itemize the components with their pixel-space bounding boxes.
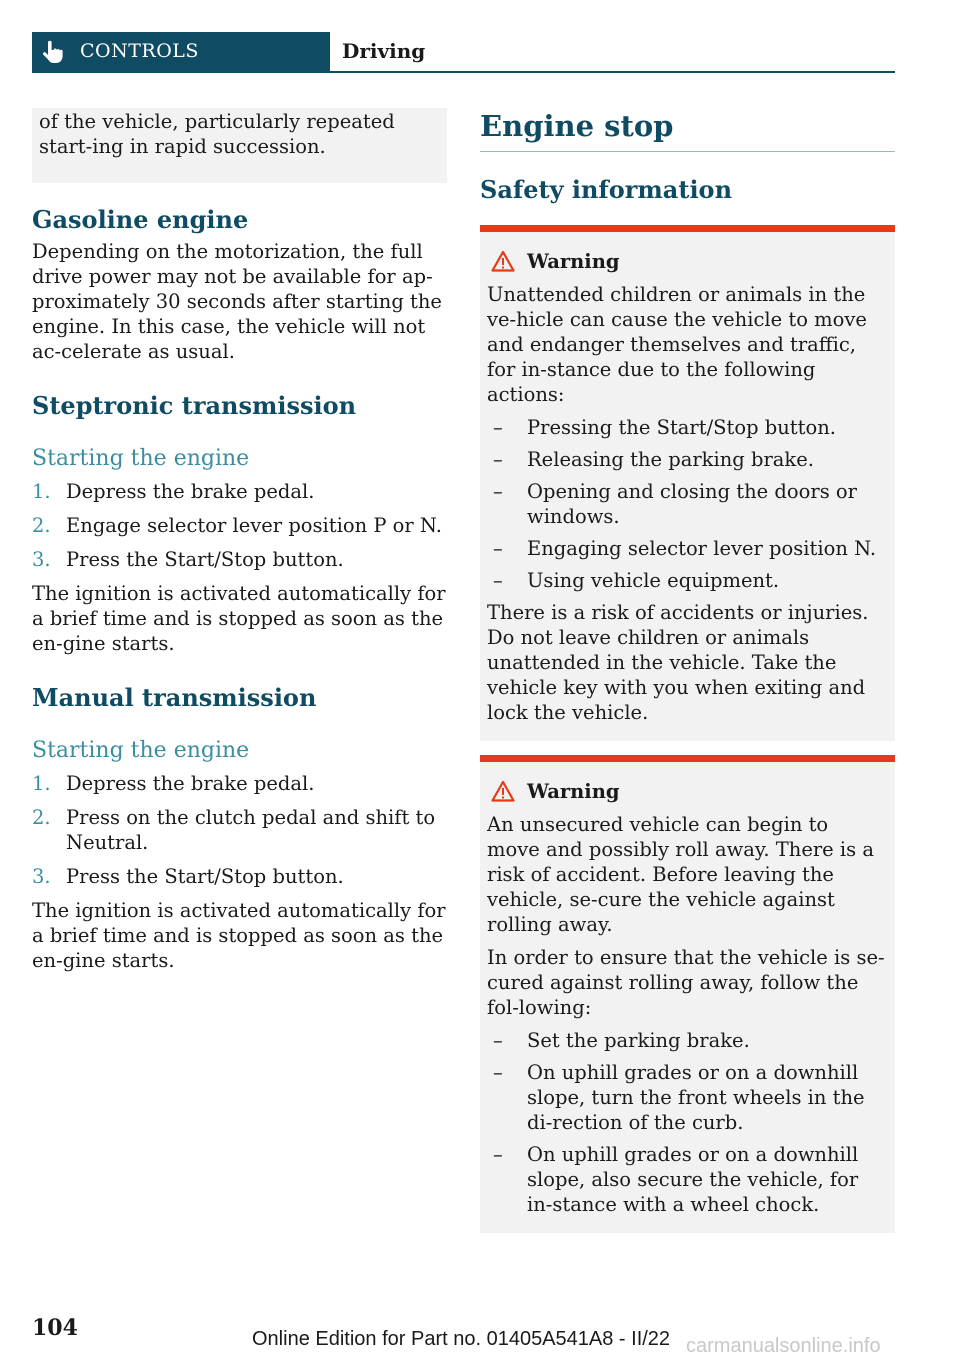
dash-bullet: –	[493, 1029, 503, 1052]
warning-intro-text: An unsecured vehicle can begin to move and possibly roll away. There is a risk of accident. Before leaving the vehicle, se-cure the vehicle against rolling away.	[487, 813, 874, 936]
step-number: 1.	[32, 480, 51, 503]
list-item-text: On uphill grades or on a downhill slope, turn the front wheels in the di-rection of the curb.	[527, 1061, 865, 1134]
list-item-text: Set the parking brake.	[527, 1029, 750, 1052]
dash-bullet: –	[493, 569, 503, 592]
list-item	[32, 479, 447, 504]
step-text: Press the Start/Stop button.	[66, 548, 344, 571]
warning-triangle-icon	[491, 250, 515, 272]
warning-box-unsecured	[480, 755, 895, 1233]
warning-risk-text: There is a risk of accidents or injuries. Do not leave children or animals unattended in the vehicle. Take the vehicle key with you when exiting and lock the vehicle.	[487, 601, 869, 724]
list-item-text: Releasing the parking brake.	[527, 448, 814, 471]
continued-note-box	[32, 108, 447, 183]
left-column	[32, 108, 447, 973]
page-header	[32, 32, 895, 73]
warning-actions-list	[487, 415, 887, 593]
warning-instructions-text: In order to ensure that the vehicle is se-cured against rolling away, follow the fol-lowing:	[487, 946, 885, 1019]
steptronic-heading: Steptronic transmission	[32, 391, 357, 420]
list-item-text: Pressing the Start/Stop button.	[527, 416, 836, 439]
step-number: 3.	[32, 865, 51, 888]
manual-starting-subheading: Starting the engine	[32, 738, 250, 763]
pointing-hand-icon	[42, 40, 64, 64]
list-item	[487, 1028, 887, 1053]
list-item	[487, 447, 887, 472]
manual-ignition-text: The ignition is activated automatically for a brief time and is stopped as soon as the en-gine starts.	[32, 899, 446, 972]
list-item	[32, 513, 447, 538]
list-item-text: Opening and closing the doors or windows.	[527, 480, 857, 528]
safety-information-heading: Safety information	[480, 175, 733, 204]
step-number: 2.	[32, 806, 51, 829]
warning-triangle-icon	[491, 780, 515, 802]
continued-note-text: of the vehicle, particularly repeated start-ing in rapid succession.	[39, 110, 395, 158]
list-item	[487, 479, 887, 529]
dash-bullet: –	[493, 416, 503, 439]
gasoline-engine-heading: Gasoline engine	[32, 205, 249, 234]
dash-bullet: –	[493, 480, 503, 503]
list-item	[487, 1060, 887, 1135]
dash-bullet: –	[493, 448, 503, 471]
step-number: 2.	[32, 514, 51, 537]
gasoline-engine-text: Depending on the motorization, the full drive power may not be available for ap-proximately 30 seconds after starting the engine. In this case, the vehicle will not ac-celerate as usual.	[32, 240, 442, 363]
list-item	[32, 547, 447, 572]
step-text: Depress the brake pedal.	[66, 480, 315, 503]
step-text: Depress the brake pedal.	[66, 772, 315, 795]
step-number: 1.	[32, 772, 51, 795]
manual-transmission-heading: Manual transmission	[32, 683, 317, 712]
dash-bullet: –	[493, 1061, 503, 1084]
steptronic-starting-subheading: Starting the engine	[32, 446, 250, 471]
list-item-text: Engaging selector lever position N.	[527, 537, 877, 560]
list-item	[487, 568, 887, 593]
step-number: 3.	[32, 548, 51, 571]
warning-title-text: Warning	[527, 250, 620, 273]
list-item	[487, 536, 887, 561]
footer-edition-text: Online Edition for Part no. 01405A541A8 - II/22	[252, 1328, 671, 1350]
warning-securing-list	[487, 1028, 887, 1217]
manual-steps-list	[32, 771, 447, 889]
steptronic-steps-list	[32, 479, 447, 572]
warning-box-unattended	[480, 225, 895, 741]
list-item	[32, 771, 447, 796]
dash-bullet: –	[493, 537, 503, 560]
warning-title	[487, 249, 887, 274]
list-item	[487, 415, 887, 440]
list-item	[487, 1142, 887, 1217]
warning-title	[487, 779, 887, 804]
list-item	[32, 805, 447, 855]
dash-bullet: –	[493, 1143, 503, 1166]
list-item-text: Using vehicle equipment.	[527, 569, 780, 592]
page-number: 104	[32, 1315, 78, 1341]
list-item-text: On uphill grades or on a downhill slope, also secure the vehicle, for in-stance with a wheel chock.	[527, 1143, 859, 1216]
engine-stop-title: Engine stop	[480, 108, 895, 152]
warning-intro-text: Unattended children or animals in the ve-hicle can cause the vehicle to move and endanger themselves and traffic, for in-stance due to the following actions:	[487, 283, 867, 406]
header-topic-label: Driving	[342, 39, 426, 63]
steptronic-ignition-text: The ignition is activated automatically for a brief time and is stopped as soon as the en-gine starts.	[32, 582, 446, 655]
header-section-label: CONTROLS	[80, 40, 199, 62]
step-text: Press the Start/Stop button.	[66, 865, 344, 888]
watermark-text: carmanualsonline.info	[686, 1335, 881, 1357]
step-text: Press on the clutch pedal and shift to Neutral.	[66, 806, 436, 854]
right-column	[480, 108, 895, 1233]
warning-title-text: Warning	[527, 780, 620, 803]
list-item	[32, 864, 447, 889]
header-section-tab	[32, 32, 330, 71]
step-text: Engage selector lever position P or N.	[66, 514, 442, 537]
